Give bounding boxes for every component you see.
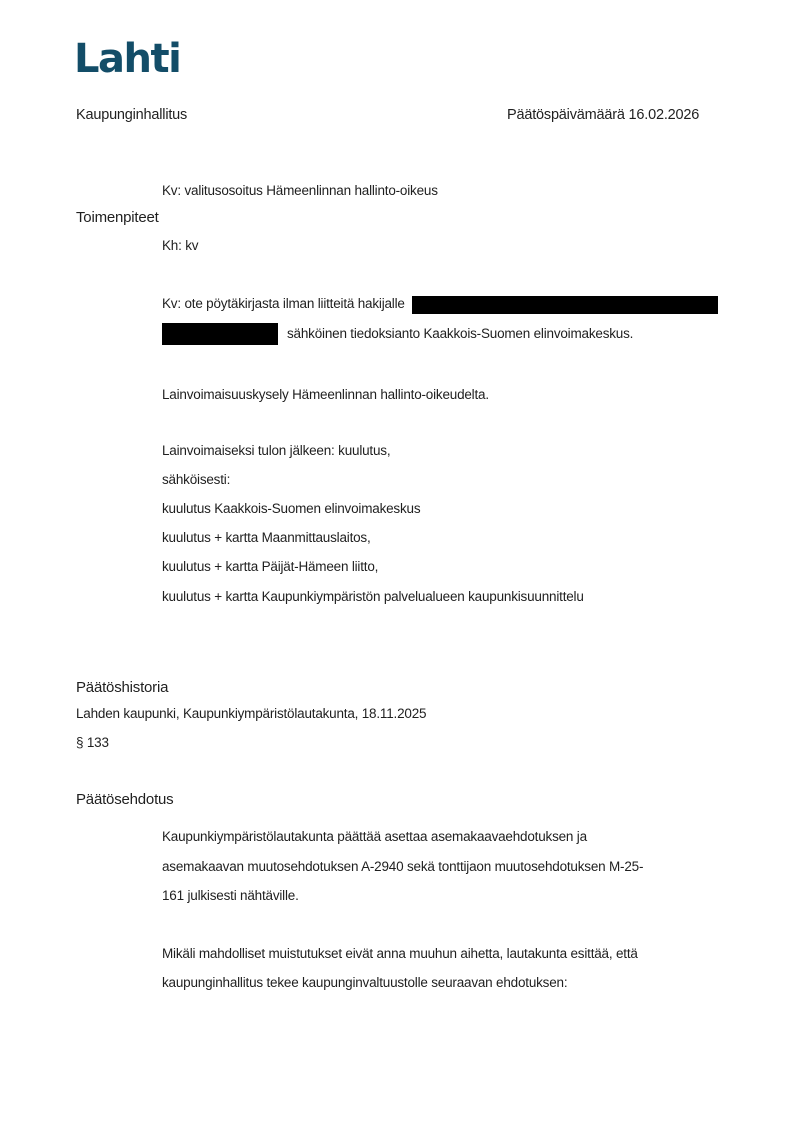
paatosehdotus-para1-line: asemakaavan muutosehdotuksen A-2940 sekä tonttijaon muutosehdotuksen M-25- — [162, 859, 644, 874]
paatosehdotus-para1-line: 161 julkisesti nähtäville. — [162, 888, 299, 903]
kuulutus-line: kuulutus + kartta Kaupunkiympäristön palvelualueen kaupunkisuunnittelu — [162, 589, 584, 604]
paatosehdotus-para2-line: kaupunginhallitus tekee kaupunginvaltuustolle seuraavan ehdotuksen: — [162, 975, 568, 990]
lainvoimaiseksi-line: Lainvoimaiseksi tulon jälkeen: kuulutus, — [162, 443, 391, 458]
kh-kv-line: Kh: kv — [162, 238, 199, 253]
kv-ote-line — [162, 294, 718, 314]
paatoshistoria-body-line: Lahden kaupunki, Kaupunkiympäristölautakunta, 18.11.2025 — [76, 706, 427, 721]
redaction-bar — [162, 323, 278, 345]
sahkoisesti-line: sähköisesti: — [162, 472, 231, 487]
header-organization: Kaupunginhallitus — [76, 107, 188, 123]
kv-valitusosoitus-line: Kv: valitusosoitus Hämeenlinnan hallinto-oikeus — [162, 183, 438, 198]
lainvoimaisuuskysely-line: Lainvoimaisuuskysely Hämeenlinnan hallinto-oikeudelta. — [162, 387, 489, 402]
redaction-bar — [412, 296, 718, 314]
paatoshistoria-section-number: § 133 — [76, 735, 109, 750]
lahti-logo: Lahti — [74, 36, 181, 82]
tiedoksianto-text: sähköinen tiedoksianto Kaakkois-Suomen elinvoimakeskus. — [287, 326, 634, 341]
kuulutus-line: kuulutus Kaakkois-Suomen elinvoimakeskus — [162, 501, 421, 516]
section-heading-paatoshistoria: Päätöshistoria — [76, 679, 169, 696]
section-heading-toimenpiteet: Toimenpiteet — [76, 209, 159, 226]
paatosehdotus-para1-line: Kaupunkiympäristölautakunta päättää asettaa asemakaavaehdotuksen ja — [162, 829, 587, 844]
header-decision-date: Päätöspäivämäärä 16.02.2026 — [507, 107, 700, 123]
kuulutus-line: kuulutus + kartta Maanmittauslaitos, — [162, 530, 371, 545]
kuulutus-line: kuulutus + kartta Päijät-Hämeen liitto, — [162, 559, 379, 574]
paatosehdotus-para2-line: Mikäli mahdolliset muistutukset eivät anna muuhun aihetta, lautakunta esittää, että — [162, 946, 638, 961]
kv-ote-prefix-text: Kv: ote pöytäkirjasta ilman liitteitä hakijalle — [162, 296, 405, 311]
section-heading-paatosehdotus: Päätösehdotus — [76, 791, 174, 808]
tiedoksianto-line — [162, 323, 633, 345]
